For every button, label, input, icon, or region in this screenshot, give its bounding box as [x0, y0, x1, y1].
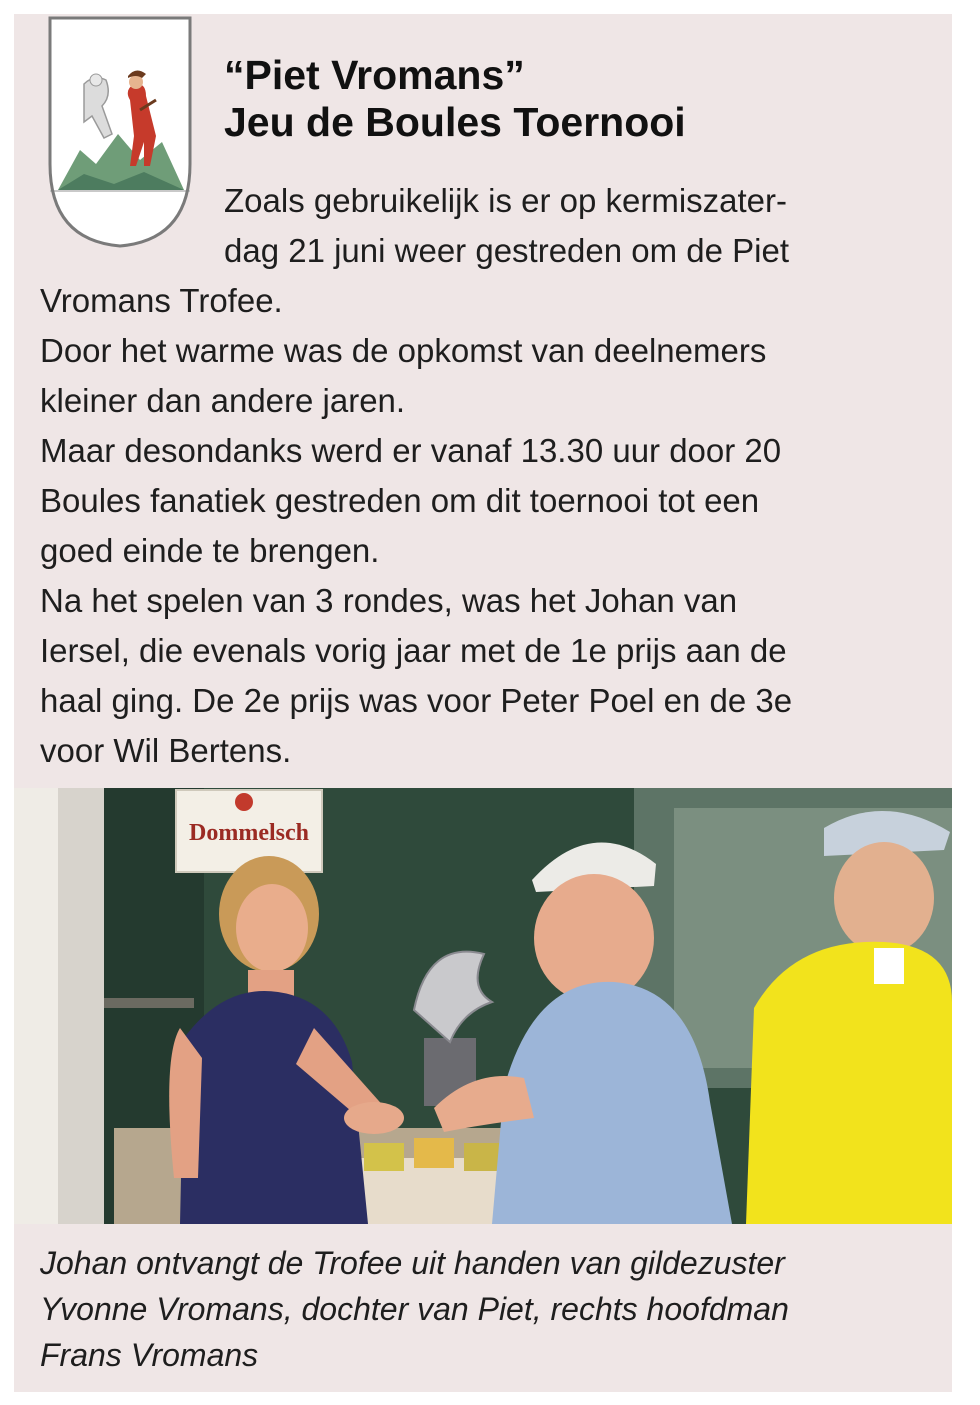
trophy-presentation-photo: [14, 788, 952, 1224]
body-line: Iersel, die evenals vorig jaar met de 1e prijs aan de: [40, 632, 787, 669]
caption-line: Frans Vromans: [40, 1337, 259, 1373]
body-line: kleiner dan andere jaren.: [40, 382, 406, 419]
body-line: goed einde te brengen.: [40, 532, 380, 569]
body-line: haal ging. De 2e prijs was voor Peter Poel en de 3e: [40, 682, 793, 719]
body-line: Maar desondanks werd er vanaf 13.30 uur door 20: [40, 432, 782, 469]
caption-line: Yvonne Vromans, dochter van Piet, rechts hoofdman: [40, 1291, 789, 1327]
body-line: Door het warme was de opkomst van deelnemers: [40, 332, 767, 369]
photo-caption: [40, 1240, 940, 1378]
paragraph: [40, 326, 945, 426]
body-line: voor Wil Bertens.: [40, 732, 292, 769]
title-line-1: “Piet Vromans”: [224, 52, 525, 98]
body-line: Boules fanatiek gestreden om dit toernooi tot een: [40, 482, 760, 519]
photo-illustration: [14, 788, 952, 1224]
body-line: Na het spelen van 3 rondes, was het Johan van: [40, 582, 738, 619]
body-line: Vromans Trofee.: [40, 282, 283, 319]
article-body: [40, 176, 945, 776]
title-line-2: Jeu de Boules Toernooi: [224, 99, 686, 145]
article-title: [224, 52, 924, 146]
body-line: Zoals gebruikelijk is er op kermiszater-: [224, 182, 788, 219]
dommelsch-sign-text: Dommelsch: [189, 820, 309, 846]
body-line: dag 21 juni weer gestreden om de Piet: [224, 232, 790, 269]
paragraph: [40, 426, 945, 576]
caption-line: Johan ontvangt de Trofee uit handen van gildezuster: [40, 1245, 785, 1281]
paragraph: [40, 576, 945, 776]
paragraph: [40, 176, 945, 326]
